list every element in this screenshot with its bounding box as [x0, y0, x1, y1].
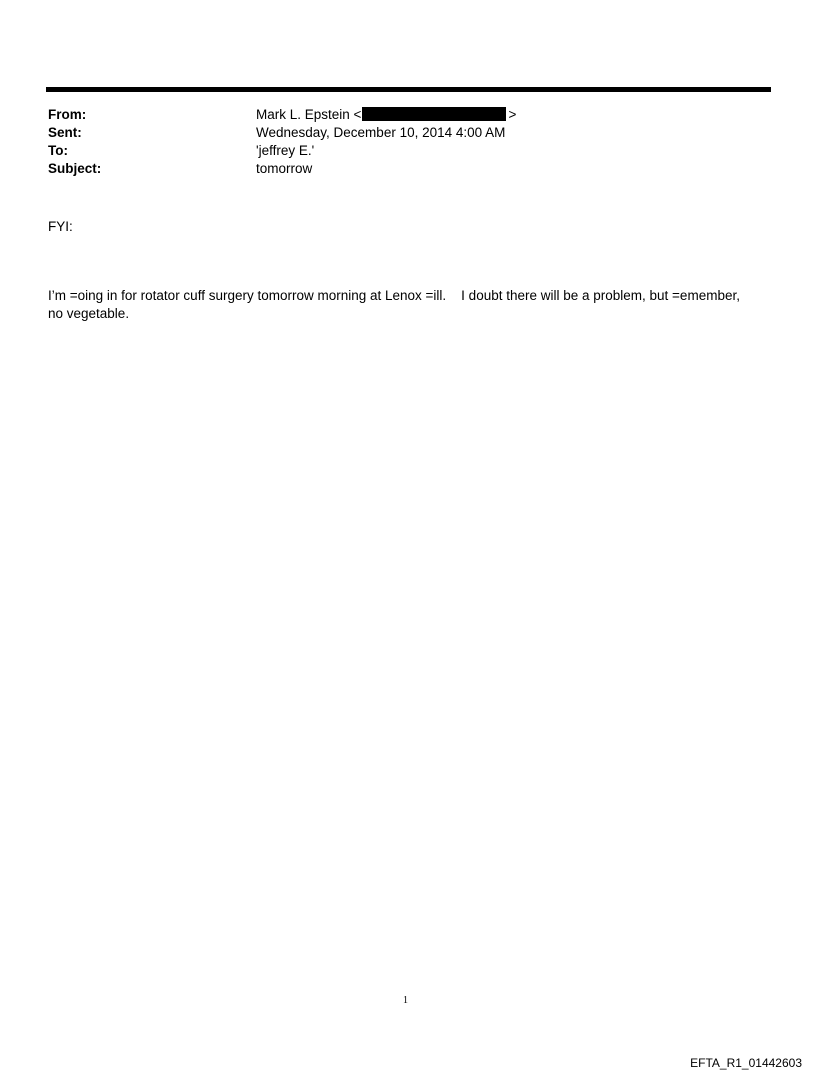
- greeting-text: FYI:: [48, 219, 73, 234]
- to-row: [48, 142, 768, 160]
- sent-label: Sent:: [48, 125, 82, 140]
- sent-row: [48, 124, 768, 142]
- from-label: From:: [48, 107, 87, 122]
- sent-value: Wednesday, December 10, 2014 4:00 AM: [256, 125, 506, 140]
- redaction-box: [362, 107, 506, 121]
- message-body: I’m =oing in for rotator cuff surgery tomorrow morning at Lenox =ill. I doubt there will be a problem, but =emember, no vegetable.: [48, 288, 740, 321]
- subject-label: Subject:: [48, 161, 102, 176]
- from-close-bracket: >: [508, 107, 517, 122]
- subject-row: [48, 160, 768, 178]
- from-value: [256, 106, 768, 124]
- from-name: Mark L. Epstein <: [256, 107, 362, 122]
- from-row: [48, 106, 768, 124]
- page-number: 1: [403, 995, 408, 1006]
- to-value: 'jeffrey E.': [256, 143, 315, 158]
- subject-value: tomorrow: [256, 161, 313, 176]
- email-header: [48, 106, 768, 178]
- header-divider-rule: [46, 87, 771, 92]
- document-id: EFTA_R1_01442603: [690, 1056, 802, 1070]
- to-label: To:: [48, 143, 68, 158]
